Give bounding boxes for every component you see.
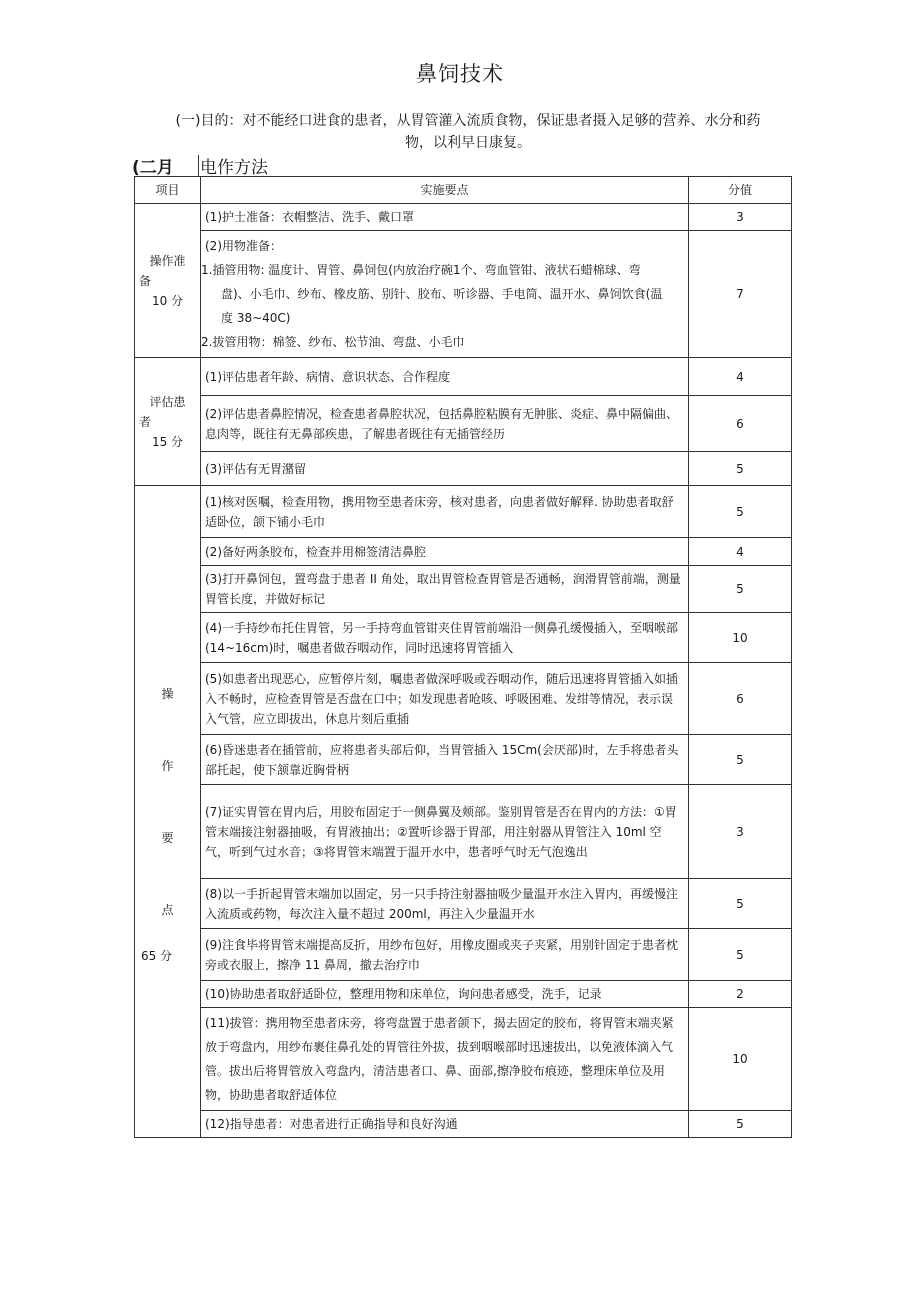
purpose-paragraph: (一)目的：对不能经口进食的患者，从胃管灌入流质食物，保证患者摄入足够的营养、水分和药物，以利早日康复。 bbox=[175, 113, 761, 151]
table-row bbox=[135, 566, 792, 613]
table-row bbox=[135, 785, 792, 879]
category-assess-line1: 评估患 bbox=[149, 394, 186, 409]
point-score: 5 bbox=[689, 566, 792, 613]
category-prep-line1: 操作准 bbox=[149, 253, 186, 268]
table-row bbox=[135, 204, 792, 231]
point-score: 5 bbox=[689, 879, 792, 929]
table-row bbox=[135, 538, 792, 566]
table-row bbox=[135, 879, 792, 929]
point-text: (9)注食毕将胃管末端提高反折，用纱布包好，用橡皮圈或夹子夹紧，用别针固定于患者枕旁或衣服上，擦净 11 鼻周，撤去治疗巾 bbox=[201, 929, 689, 981]
point-text: (6)昏迷患者在插管前，应将患者头部后仰，当胃管插入 15Cm(会厌部)时，左手将患者头部托起，使下颔靠近胸骨柄 bbox=[201, 735, 689, 785]
category-prep-score: 10 分 bbox=[151, 293, 184, 308]
table-row bbox=[135, 929, 792, 981]
point-line: 度 38~40C) bbox=[221, 311, 291, 325]
category-op-score: 65 分 bbox=[141, 948, 173, 963]
point-score: 6 bbox=[689, 663, 792, 735]
table-row bbox=[135, 358, 792, 396]
point-score: 5 bbox=[689, 452, 792, 486]
section-heading-part2: 电作方法 bbox=[200, 158, 268, 178]
header-item: 项目 bbox=[135, 177, 201, 204]
point-text: (1)核对医嘱，检查用物，携用物至患者床旁，核对患者，向患者做好解释. 协助患者取舒适卧位，颌下铺小毛巾 bbox=[201, 486, 689, 538]
point-text: (8)以一手折起胃管末端加以固定，另一只手持注射器抽吸少量温开水注入胃内，再缓慢注入流质或药物，每次注入量不超过 200ml，再注入少量温开水 bbox=[201, 879, 689, 929]
point-score: 10 bbox=[689, 1008, 792, 1111]
header-points: 实施要点 bbox=[201, 177, 689, 204]
point-text: (4)一手持纱布托住胃管，另一手持弯血管钳夹住胃管前端沿一侧鼻孔缓慢插入，至咽喉部(14~16cm)时，嘱患者做吞咽动作，同时迅速将胃管插入 bbox=[201, 613, 689, 663]
table-row bbox=[135, 735, 792, 785]
point-score: 5 bbox=[689, 1111, 792, 1138]
category-op-char3: 要 bbox=[161, 830, 174, 845]
category-prep bbox=[135, 204, 201, 358]
point-text bbox=[201, 231, 689, 358]
category-op-char4: 点 bbox=[161, 902, 174, 917]
table-row bbox=[135, 1111, 792, 1138]
category-op-char2: 作 bbox=[161, 758, 174, 773]
point-score: 3 bbox=[689, 204, 792, 231]
category-op-char1: 操 bbox=[161, 686, 174, 701]
category-assess-line2: 者 bbox=[139, 414, 152, 429]
point-score: 6 bbox=[689, 396, 792, 452]
point-score: 5 bbox=[689, 735, 792, 785]
point-text: (2)评估患者鼻腔情况，检查患者鼻腔状况，包括鼻腔粘膜有无肿胀、炎症、鼻中隔偏曲、息肉等，既往有无鼻部疾患，了解患者既往有无插管经历 bbox=[201, 396, 689, 452]
point-text: (5)如患者出现恶心，应暂停片刻，嘱患者做深呼吸或吞咽动作，随后迅速将胃管插入如插入不畅时，应检查胃管是否盘在口中；如发现患者呛咳、呼吸困难、发绀等情况，表示误入气管，应立即拔出，休息片刻后重插 bbox=[201, 663, 689, 735]
point-line: (2)用物准备： bbox=[205, 239, 282, 253]
point-score: 4 bbox=[689, 358, 792, 396]
page-title: 鼻饲技术 bbox=[416, 62, 504, 86]
procedure-table bbox=[134, 176, 792, 1138]
point-score: 7 bbox=[689, 231, 792, 358]
table-row bbox=[135, 231, 792, 358]
point-score: 2 bbox=[689, 981, 792, 1008]
category-assess-score: 15 分 bbox=[151, 434, 184, 449]
point-text: (1)评估患者年龄、病情、意识状态、合作程度 bbox=[201, 358, 689, 396]
point-text: (10)协助患者取舒适卧位，整理用物和床单位，询问患者感受，洗手，记录 bbox=[201, 981, 689, 1008]
point-score: 5 bbox=[689, 486, 792, 538]
category-prep-line2: 备 bbox=[139, 273, 152, 288]
point-score: 5 bbox=[689, 929, 792, 981]
point-score: 3 bbox=[689, 785, 792, 879]
point-text: (3)打开鼻饲包，置弯盘于患者 II 角处，取出胃管检查胃管是否通畅，润滑胃管前端，测量胃管长度，并做好标记 bbox=[201, 566, 689, 613]
section-heading-part1: (二月 bbox=[132, 158, 174, 178]
point-text: (2)备好两条胶布，检查并用棉签清洁鼻腔 bbox=[201, 538, 689, 566]
table-row bbox=[135, 613, 792, 663]
point-line: 盘)、小毛巾、纱布、橡皮筋、别针、胶布、听诊器、手电筒、温开水、鼻饲饮食(温 bbox=[221, 287, 663, 301]
point-text: (11)拔管：携用物至患者床旁，将弯盘置于患者颌下，揭去固定的胶布，将胃管末端夹紧放于弯盘内，用纱布裹住鼻孔处的胃管往外拔，拔到咽喉部时迅速拔出，以免液体滴入气管。拔出后将胃管放入弯盘内，清洁患者口、鼻、面部,擦净胶布痕迹，整理床单位及用物，协助患者取舒适体位 bbox=[201, 1008, 689, 1111]
point-score: 10 bbox=[689, 613, 792, 663]
heading-divider bbox=[198, 155, 199, 177]
table-row bbox=[135, 452, 792, 486]
category-assess bbox=[135, 358, 201, 486]
point-text: (12)指导患者：对患者进行正确指导和良好沟通 bbox=[201, 1111, 689, 1138]
point-line: 1.插管用物: 温度计、胃管、鼻饲包(内放治疗碗1个、弯血管钳、液状石蜡棉球、弯 bbox=[201, 263, 641, 277]
table-header-row bbox=[135, 177, 792, 204]
point-text: (3)评估有无胃潴留 bbox=[201, 452, 689, 486]
category-op bbox=[135, 486, 201, 1138]
point-score: 4 bbox=[689, 538, 792, 566]
table-row bbox=[135, 1008, 792, 1111]
table-row bbox=[135, 981, 792, 1008]
table-row bbox=[135, 396, 792, 452]
point-text: (7)证实胃管在胃内后，用胶布固定于一侧鼻翼及颊部。鉴别胃管是否在胃内的方法：①胃管末端接注射器抽吸，有胃液抽出；②置听诊器于胃部，用注射器从胃管注入 10ml 空气，听到气过水音；③将胃管末端置于温开水中，患者呼气时无气泡逸出 bbox=[201, 785, 689, 879]
table-row bbox=[135, 486, 792, 538]
point-line: 2.拔管用物：棉签、纱布、松节油、弯盘、小毛巾 bbox=[201, 335, 465, 349]
point-text: (1)护士准备：衣帽整洁、洗手、戴口罩 bbox=[201, 204, 689, 231]
section-heading bbox=[132, 153, 268, 178]
table-row bbox=[135, 663, 792, 735]
header-score: 分值 bbox=[689, 177, 792, 204]
